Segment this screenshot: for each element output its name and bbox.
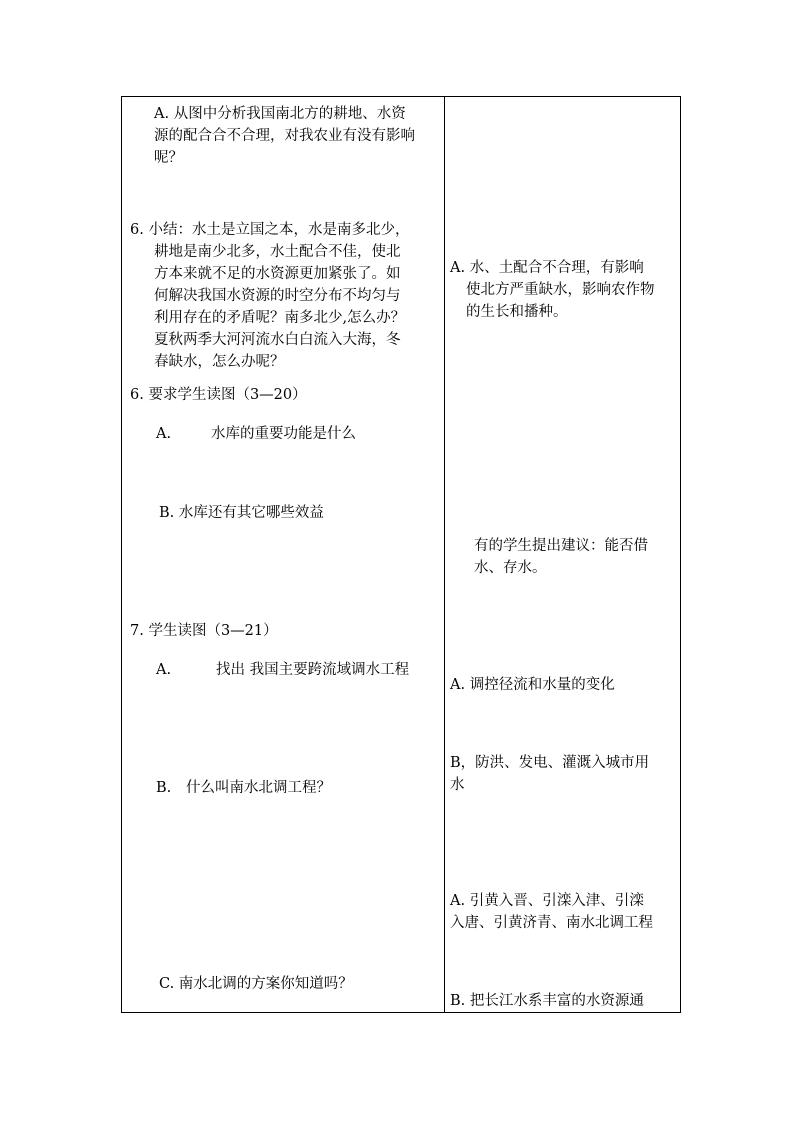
task7-a-text: 找出 我国主要跨流域调水工程 (216, 662, 410, 678)
answer-a1-line2: 使北方严重缺水，影响农作物 (466, 282, 655, 298)
summary-line4: 何解决我国水资源的时空分布不均匀与 (154, 288, 401, 304)
summary-line6: 夏秋两季大河河流水白白流入大海，冬 (154, 332, 401, 348)
answer-transfer-a-line2: 入唐、引黄济青、南水北调工程 (450, 915, 653, 931)
question-a1-line1: A. 从图中分析我国南北方的耕地、水资 (154, 106, 406, 122)
task7-heading: 7. 学生读图（3—21） (130, 623, 278, 639)
answer-reservoir-a: A. 调控径流和水量的变化 (450, 677, 615, 693)
answer-a1-line3: 的生长和播种。 (466, 304, 568, 320)
task7-a-label: A. (156, 662, 172, 678)
answer-a1-line1: A. 水、土配合不合理，有影响 (450, 260, 644, 276)
answer-reservoir-b-line1: B，防洪、发电、灌溉入城市用 (450, 755, 650, 771)
task6-b: B. 水库还有其它哪些效益 (159, 505, 324, 521)
column-divider (444, 97, 445, 1012)
task6-heading: 6. 要求学生读图（3—20） (130, 387, 307, 403)
summary-line1: 6. 小结：水土是立国之本，水是南多北少， (130, 222, 410, 238)
suggestion-line2: 水、存水。 (474, 560, 547, 576)
summary-line2: 耕地是南少北多，水土配合不佳，使北 (154, 244, 401, 260)
task7-b-label: B. (156, 780, 172, 796)
task6-a-text: 水库的重要功能是什么 (211, 426, 356, 442)
answer-transfer-a-line1: A. 引黄入晋、引滦入津、引滦 (450, 893, 644, 909)
question-a1-line2: 源的配合合不合理，对我农业有没有影响 (154, 128, 415, 144)
lesson-table (121, 96, 681, 1013)
summary-line7: 春缺水，怎么办呢？ (154, 354, 285, 370)
suggestion-line1: 有的学生提出建议：能否借 (474, 538, 648, 554)
task6-a-label: A. (156, 426, 172, 442)
answer-reservoir-b-line2: 水 (450, 777, 465, 793)
answer-transfer-b: B. 把长江水系丰富的水资源通 (450, 993, 644, 1009)
summary-line5: 利用存在的矛盾呢？南多北少,怎么办？ (154, 310, 406, 326)
summary-line3: 方本来就不足的水资源更加紧张了。如 (154, 266, 401, 282)
question-a1-line3: 呢？ (154, 150, 183, 166)
task7-c: C. 南水北调的方案你知道吗？ (159, 976, 353, 992)
task7-b-text: 什么叫南水北调工程？ (186, 780, 331, 796)
